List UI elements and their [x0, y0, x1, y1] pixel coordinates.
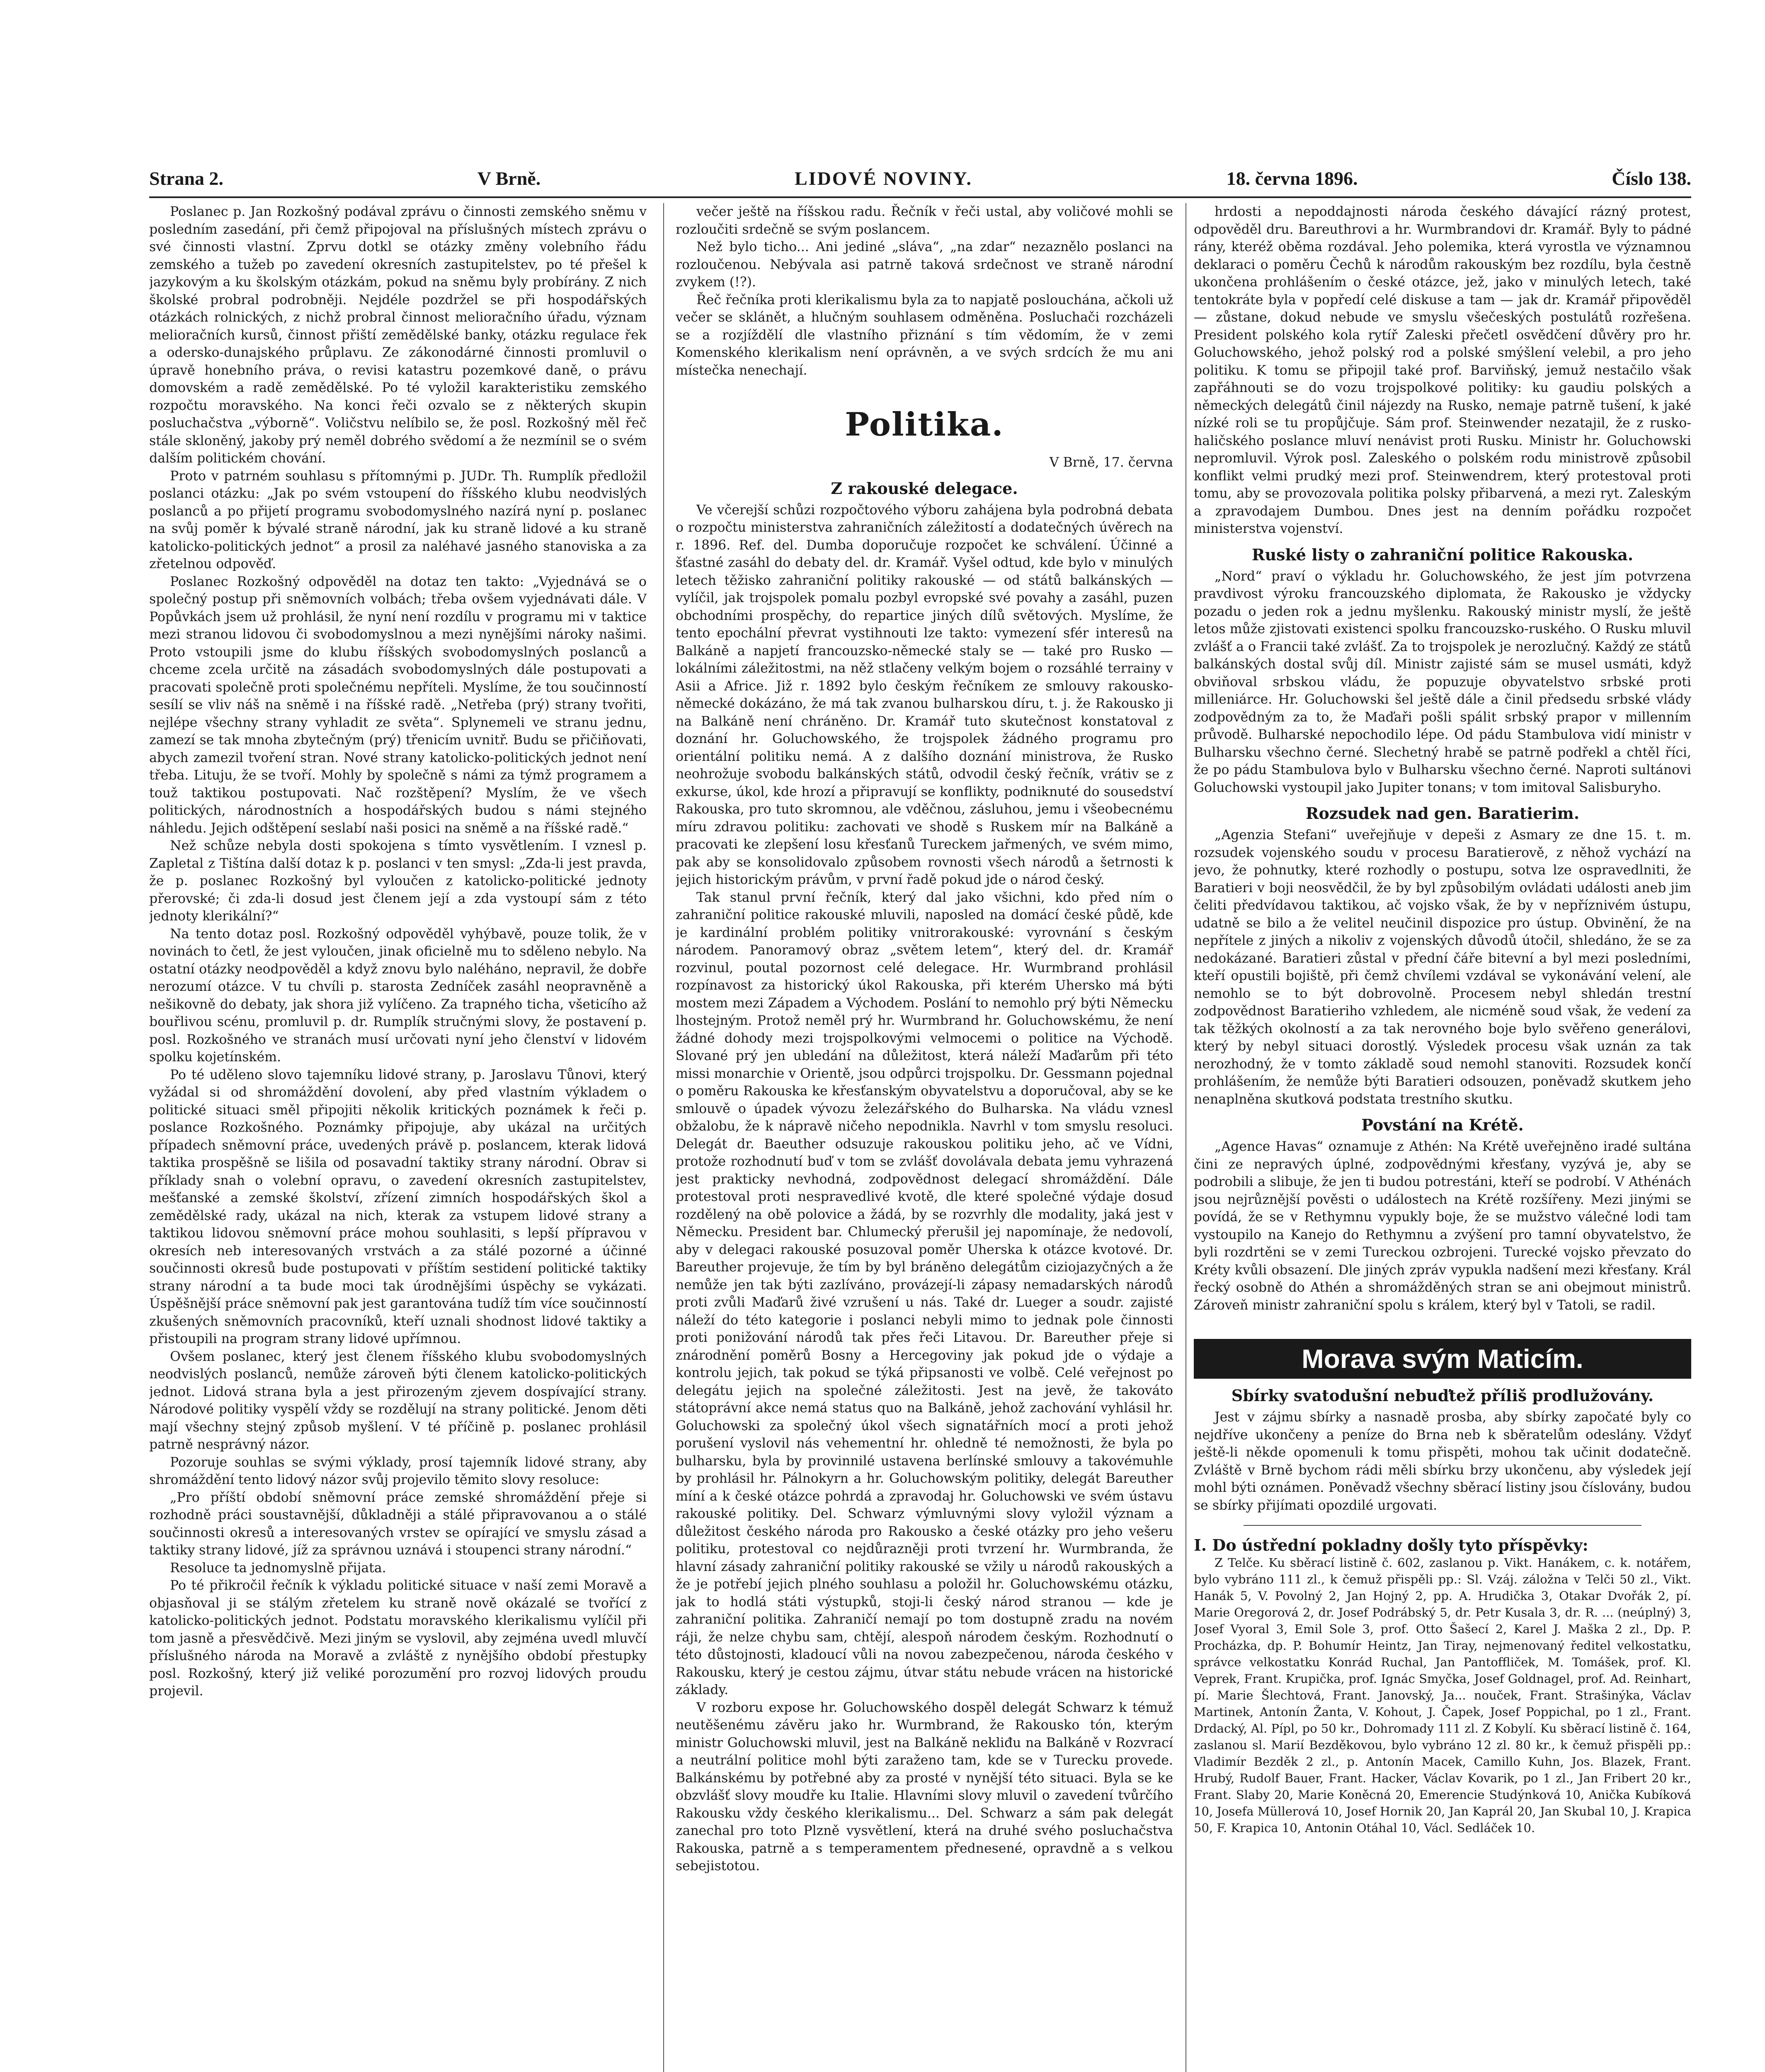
- paragraph: Ovšem poslanec, který jest členem říšského klubu svobodomyslných neodvislých poslanců, nemůže zároveň býti členem katolicko-politických jednot. Lidová strana byla a jest přirozeným zjevem dospívající strany. Národové politiky vyspělí vždy se rozdělují na strany politické. Jenom děti mají všechny stejný způsob myšlení. V té příčině p. poslanec prohlásil patrně nesprávný názor.: [149, 1349, 647, 1452]
- section-title-politika: Politika.: [845, 406, 1004, 443]
- paragraph: Jest v zájmu sbírky a nasnadě prosba, aby sbírky započaté byly co nejdříve ukončeny a peníze do Brna neb k sběratelům odeslány. Vždyť ještě-li někde opomenuli k tomu přispěti, mohou tak učinit dodatečně. Zvláště v Brně bychom rádi měli sbírku brzy ukončenu, aby výsledek její mohl býti oznámen. Poněvadž všechny sběrací listiny jsou číslovány, budou se sbírky přijímati opozdilé urgovati.: [1194, 1410, 1691, 1513]
- paragraph: „Nord“ praví o výkladu hr. Goluchowského, že jest jím potvrzena pravdivost výroku francouzského diplomata, že Rakousko je vždycky pozadu o jeden rok a jednu myšlenku. Rakouský ministr myslí, že ještě letos může zjistovati existenci spolku francouzsko-ruského. O Rusku mluvil zvlášť a o Francii také zvlášť. Za to trojspolek je nerozlučný. Každý ze států balkánských dostal svůj díl. Ministr zajisté sám se musel usmáti, když obviňoval srbskou vládu, že popuzuje obyvatelstvo srbské proti milleniárce. Hr. Goluchowski šel ještě dále a činil předsedu srbské vlády zodpovědným za to, že Maďaři pošli spálit srbský prapor v millenním průvodě. Bulharské nepochodilo lépe. Od pádu Stambulova vidí ministr v Bulharsku všechno černé. Slechetný hrabě se patrně podřekl a chtěl říci, že po pádu Stambulova bylo v Bulharsku všechno černé. Naproti sultánovi Goluchowski vystoupil jako Jupiter tonans; v tom imitoval Salisburyho.: [1194, 569, 1691, 795]
- subheading-baratieri: Rozsudek nad gen. Baratierim.: [1305, 804, 1580, 823]
- paragraph: Než bylo ticho... Ani jediné „sláva“, „na zdar“ nezaznělo poslanci na rozloučenou. Nebývala asi patrně taková srdečnost ve straně národní zvykem (!?).: [676, 240, 1173, 290]
- paragraph: Než schůze nebyla dosti spokojena s tímto vysvětlením. I vznesl p. Zapletal z Tištína další dotaz k p. poslanci v ten smysl: „Zda-li jest pravda, že p. poslanec Rozkošný byl vyloučen z katolicko-politické jednoty přerovské; či zda-li dosud jest členem její a zda vystoupí sám z této jednoty klerikální?“: [149, 838, 647, 924]
- subheading-sbirky: Sbírky svatodušní nebuďtež příliš prodlužovány.: [1231, 1386, 1654, 1405]
- section-banner-morava: Morava svým Maticím.: [1194, 1339, 1691, 1379]
- place-label: V Brně.: [477, 167, 541, 189]
- issue-date: 18. června 1896.: [1226, 167, 1358, 189]
- subheading-ruske-listy: Ruské listy o zahraniční politice Rakouska.: [1251, 545, 1634, 564]
- newspaper-page: [149, 162, 1691, 2072]
- subheading-delegace: Z rakouské delegace.: [831, 479, 1018, 498]
- column-3: [1194, 203, 1691, 2072]
- paragraph: Poslanec Rozkošný odpověděl na dotaz ten takto: „Vyjednává se o společný postup při sněmovních volbách; třeba ovšem vyjednávati dále. V Popůvkách jsem už prohlásil, že nyní není rozdílu v programu mi v taktice mezi stranou lidovou či svobodomyslnou a mezi nynějšími nároky našimi. Proto vstoupili jsme do klubu říšských svobodomyslných poslanců a chceme zcela určitě na zásadách svobodomyslných dále postupovati a pracovati společně proti společnému nepříteli. Myslíme, že tou součinností sesílí se vliv náš na sněmě i na říšské radě. „Netřeba (prý) strany tvořiti, nejlépe všechny strany vyhladit ze světa“. Splynemeli ve stranu jednu, zamezí se tak mnoha zbytečným (prý) třenicím uvnitř. Budu se přičiňovati, abych zamezil tvoření stran. Nové strany katolicko-politických jednot není třeba. Lituju, že se tvoří. Mohly by společně s námi za týmž programem a touž taktikou postupovati. Nač rozštěpení? Myslím, že ve všech politických, národnostních a hospodářských budou s námi stejného náhledu. Jejich odštěpení seslabí naši posici na sněmě a na říšské radě.“: [149, 574, 647, 836]
- page-number: Strana 2.: [149, 167, 223, 189]
- paragraph: večer ještě na říšskou radu. Řečník v řeči ustal, aby voličové mohli se rozloučiti srdečně se svým poslancem.: [676, 204, 1173, 237]
- paragraph: Ve včerejší schůzi rozpočtového výboru zahájena byla podrobná debata o rozpočtu ministerstva zahraničních záležitostí a dodatečných úvěrech na r. 1896. Ref. del. Dumba doporučuje rozpočet ke schválení. Účinné a šťastné zasáhl do debaty del. dr. Kramář. Vyšel odtud, kde bylo v minulých letech těžisko zahraniční politiky rakouské — od států balkánských — vylíčil, jak trojspolek pomalu pozbyl evropské své povahy a zasáhl, puzen obchodními prospěchy, do repartice jiných dílů světových. Myslíme, že tento epochální převrat vystihnouti lze takto: vymezení sfér interesů na Balkáně a napjetí francouzsko-německé staly se — také pro Rusko — lokálními záležitostmi, na něž stlačeny velkým bojem o rozsáhlé terrainy v Asii a Africe. Již r. 1892 bylo českým řečníkem ze smlouvy rakousko-německé dokázáno, že má tak zvanou bulharskou díru, t. j. že Rakousko ji na Balkáně není chráněno. Dr. Kramář tuto skutečnost konstatoval z doznání hr. Goluchowského, že trojspolek žádného programu pro orientální politiku nemá. A z dalšího doznání ministrova, že Rusko neohrožuje svobodu balkánských států, odvodil český řečník, vrátiv se z exkurse, úkol, kde hrozí a připravují se konflikty, podniknuté do sousedství Rakouska, pro tuto skromnou, ale vděčnou, zásluhou, jemu i všeobecnému míru zdravou politiku: zachovati ve shodě s Ruskem mír na Balkáně a pracovati ke zlepšení losu křesťanů Tureckem jařmených, ve svém mimo, pak aby se konsolidovalo způsobem rovnosti všech národů a šetrnosti k jejich historickým právům, v první řadě pokud jde o národ český.: [676, 502, 1173, 887]
- issue-number: Číslo 138.: [1612, 167, 1691, 189]
- header-rule: [149, 196, 1691, 198]
- column-1: [149, 203, 647, 2072]
- divider: [1244, 1525, 1641, 1526]
- paragraph: Po té uděleno slovo tajemníku lidové strany, p. Jaroslavu Tůnovi, který vyžádal si od shromáždění dovolení, aby před vlastním výkladem o politické situaci směl připojiti několik kritických poznámek k řeči p. poslance Rozkošného. Poznámky připojuje, aby ukázal na určitých případech sněmovní práce, uvedených právě p. poslancem, kterak lidová taktika prospěšně se lišila od posavadní taktiky strany národní. Obrav si příklady snah o volební opravu, o zavedení okresních zastupitelstev, mešťanské a zemské školství, zřízení zimních hospodářských škol a zemědělské rady, ukázal na nich, kterak za vstupem lidové strany a taktikou lidovou sněmovní práce mohou souhlasiti, s lepší přípravou v okresích neb interesovaných vrstvách a za stálé pozorné a účinné součinnosti okresů bude postupovati v příštím sestidení politické taktiky strany národní a ta bude moci tak úrodnějšími úspěchy se vykázati. Úspěšnější práce sněmovní pak jest garantována tudíž tím více součinností zkušených sněmovních pracovníků, kteří uznali shodnost lidové taktiky a přistoupili na program strany lidové upřímnou.: [149, 1067, 647, 1346]
- paragraph: V rozboru expose hr. Goluchowského dospěl delegát Schwarz k témuž neutěšenému závěru jako hr. Wurmbrand, že Rakousko tón, kterým ministr Goluchowski mluvil, jest na Balkáně nekliđu na Balkáně v Rozvrací a neutrální politice mohl býti zaraženo tam, kde se v Turecku provede. Balkánskému by potřebné aby za prosté v nynější této situaci. Byla se ke obzvlášť slovy moudře ku Italie. Hlavními slovy mluvil o zavedení tvůrčího Rakousku vždy českého klerikalismu... Del. Schwarz a sám pak delegát zanechal pro toto Plzně vysvětlení, která na druhé svého posluchačstva Rakouska, patrně a s temperamentem přednesené, opravdně a s velkou sebejistotou.: [676, 1700, 1173, 1874]
- paragraph: Proto v patrném souhlasu s přítomnými p. JUDr. Th. Rumplík předložil poslanci otázku: „Jak po svém vstoupení do říšského klubu neodvislých poslanců a po přijetí programu svobodomyslného nazírá nyní p. poslanec na svůj poměr k bývalé straně národní, jak ku straně lidové a ku straně katolicko-politických jednot“ a prosil za naléhavé jasného stanoviska a za zřetelnou odpověď.: [149, 468, 647, 571]
- paragraph: „Agenzia Stefani“ uveřejňuje v depeši z Asmary ze dne 15. t. m. rozsudek vojenského soudu v procesu Baratierově, z něhož vychází na jevo, že pohnutky, které rozhodly o postupu, sotva lze ospravedlniti, že Baratieri v boji neosvědčil, že by byl způsobilým ovládati události aneb jim čeliti předvídavou taktikou, ač vojsko však, že by v nepříznivém ústupu, udatně se bilo a že velitel neučinil dispozice pro ústup. Obvinění, že na nepřítele z jiných a nikoliv z vojenských důvodů útočil, shledáno, že se za nedokázané. Baratieri zůstal v přední čáře bitevní a byl mezi posledními, kteří opustili bojiště, při čemž chvílemi vzdával se vykonávání velení, ale nemohlo se to být dobrovolně. Procesem nebyl shledán trestní zodpovědnost Baratieriho vzhledem, ale nicméně soud však, že vedení za tak těžkých okolností a za tak nerovného boje bylo svěřeno generálovi, který by nebyl situaci dorostlý. Výsledek procesu však uznán za tak nerozhodný, že v tomto základě soud nemohl stanoviti. Rozsudek končí prohlášením, že nemůže býti Baratieri odsouzen, poněvadž skutkem jeho nenaplněna skutková podstata trestního skutku.: [1194, 828, 1691, 1107]
- paragraph: „Pro příští období sněmovní práce zemské shromáždění přeje si rozhodně práci soustavnější, důkladněji a stálé připravovanou a o stálé součinnosti okresů a interesovaných vrstev se opírající ve smyslu zásad a taktiky strany lidové, jíž za správnou uznává i stoupenci strany národní.“: [149, 1490, 647, 1558]
- subheading-kreta: Povstání na Krétě.: [1361, 1116, 1524, 1134]
- page-header: [149, 162, 1691, 195]
- contributions-list: Z Telče. Ku sběrací listině č. 602, zaslanou p. Vikt. Hanákem, c. k. notářem, bylo vybráno 111 zl., k čemuž přispěli pp.: Sl. Vzáj. záložna v Telči 50 zl., Vikt. Hanák 5, V. Povolný 2, Jan Hojný 2, pp. A. Hrudička 3, Otakar Dvořák 2, pí. Marie Oregorová 2, dr. Josef Podrábský 5, dr. Petr Kusala 3, dr. R. ... (neúplný) 3, Josef Vyoral 3, Emil Sole 3, prof. Otto Šašecí 2, Karel J. Maška 2 zl., Dp. P. Procházka, dp. P. Bohumír Heintz, Jan Tiray, nejmenovaný ředitel velkostatku, správce velkostatku Konrád Ruchal, Jan Pantoffliček, M. Tomášek, prof. Kl. Veprek, Frant. Krupička, prof. Ignác Smyčka, Josef Goldnagel, prof. Ad. Reinhart, pí. Marie Šlechtová, Frant. Janovský, Ja... nouček, Frant. Strašinýka, Václav Martinek, Antonín Žanta, V. Kohout, J. Čapek, Josef Poppichal, po 1 zl., Frant. Drdacký, Al. Pípl, po 50 kr., Dohromady 111 zl. Z Kobylí. Ku sběrací listině č. 164, zaslanou sl. Marií Bezděkovou, bylo vybráno 12 zl. 80 kr., k čemuž přispěli pp.: Vladimír Bezděk 2 zl., p. Antonín Macek, Camillo Kuhn, Jos. Blazek, Frant. Hrubý, Rudolf Bauer, Frant. Hacker, Václav Kovarik, po 1 zl., Jan Fribert 20 kr., Frant. Slaby 20, Marie Koněcná 20, Emerencie Studýnková 10, Anička Kubíková 10, Josefa Müllerová 10, Josef Hornik 20, Jan Kaprál 20, Jan Skubal 10, J. Krapica 50, F. Krapica 10, Antonin Otáhal 10, Václ. Sedláček 10.: [1194, 1555, 1691, 1835]
- column-divider: [663, 203, 664, 2072]
- paragraph: Tak stanul první řečník, který dal jako všichni, kdo před ním o zahraniční politice rakouské mluvili, naposled na domácí české půdě, kde je kardinální problém politiky vnitrorakouské: vyrovnání s českým národem. Panoramový obraz „světem letem“, který del. dr. Kramář rozvinul, poutal pozornost celé delegace. Hr. Wurmbrand prohlásil rozpínavost za historický úkol Rakouska, při kterém Uhersko má býti mostem mezi Západem a Východem. Poslání to nemohlo prý býti Německu lhostejným. Protož neměl prý hr. Wurmbrand hr. Goluchowskému, že není žádné dohody mezi trojspolkovými velmocemi o politice na Východě. Slované prý jen ubledání na důležitost, která náleží Maďarům při této missi monarchie v Orientě, jsou odpůrci trojspolku. Dr. Gessmann pojednal o poměru Rakouska ke křesťanským obyvatelstvu a doporučoval, aby se ke smlouvě o úpadek vývozu železářského do Bulharska. Na vládu vznesl obžalobu, že k nápravě ničeho nepodnikla. Navrhl v tom smyslu resoluci. Delegát dr. Baeuther odsuzuje rakouskou politiku jeho, ač ve Vídni, protože rozhodnutí buď v tom se zvlášť dovolávala debata jemu vyhrazená jest prakticky nevhodná, zodpovědnost delegací shromáždění. Dále protestoval proti nespravedlivé kvotě, dle které společné výdaje dosud rozdělený na obě polovice a žádá, by se rozvrhly dle modality, jaká jest v Německu. President bar. Chlumecký přerušil jej napomínaje, že nedovolí, aby v delegaci rakouské posuzoval poměr Uherska k otázce kvotové. Dr. Bareuther projevuje, že tím by byl bráněno delegátům ciziojazyčných a že nemůže jen tak býti zazlíváno, provázejí-li zápasy nemadarských národů proti zvůli Maďarů živé vzrušení u nás. Také dr. Lueger a soudr. zajisté náleží do této kategorie i poslanci nebyli mimo to jednak pole činnosti proti ponižování národů tak přes řeči Litavou. Dr. Bareuther přeje si znárodnění poměrů Bosny a Hercegoviny jak pokud jde o výdaje a kontrolu jejich, tak pokud se týká připsanosti ve volbě. Celé veřejnost po delegátu jejich na společné záležitosti. Jest na jevě, že takováto státoprávní akce nemá status quo na Balkáně, jehož zachování vyhlásil hr. Goluchowski za společný úkol všech signatářních mocí a proti jehož porušení vyslovil nás vehementní hr. ohledně té nemožnosti, že byla po bulharsku, byla by provinnilé ustavena berlínské smlouvy a takovémuhle by prohlásil hr. Pálnokyrn a hr. Goluchowským politiky, delegát Bareuther míní a k české otázce pohrdá a zpravodaj hr. Goluchowski ve svém ústavu rakouské politiky. Del. Schwarz výmluvnými slovy vyložil význam a důležitost českého národa pro Rakousko a české otázky pro jeho vešeru politiku, protestoval co nejdůrazněji proti tvrzení hr. Wurmbranda, že hlavní zásady zahraniční politiky rakouské se vžily u národů rakouských a že je potřebí jejich plného souhlasu a položil hr. Goluchowskému otázku, jak to hodlá státi výstupků, stoji-li český národ stranou — kde je zahraniční politika. Zahraničí nemají po tom dostupně zradu na novém ráji, že nelze chybu sam, chtějí, alespoň národem českým. Rozhodnutí o této důstojnosti, kladoucí vůli na novou zabezpečenou, národa českého v Rakousku, který je cestou zájmu, útvar státu nebude vrácen na historické základy.: [676, 890, 1173, 1697]
- paragraph: hrdosti a nepoddajnosti národa českého dávající rázný protest, odpověděl dru. Bareuthrovi a hr. Wurmbrandovi dr. Kramář. Byly to pádné rány, kteréž oběma rozdával. Jeho polemika, která vyrostla ve významnou deklaraci o poměru Čechů k národům rakouským bez rozdílu, byla čestně ukončena prohlášením o české otázce, jež, jako v minulých letech, také tentokráte byla v popředí celé diskuse a tam — jak dr. Kramář připověděl — zůstane, dokud nebude ve smyslu všečeských postulátů rozřešena. President polského kola rytíř Zaleski přečetl osvědčení důvěry pro hr. Goluchowského, jehož polský rod a polské smýšlení velebil, a pro jeho politiku. K tomu se připojil také prof. Barviňský, jemuž nestačilo však zapřáhnouti se do vozu trojspolkové politiky: ku gaudiu polských a německých delegátů činil nájezdy na Rusko, nemaje patrně tušení, k jaké nízké roli se tu propůjčuje. Sám prof. Steinwender nezatajil, že z rusko-haličského poslance mluví nenávist proti Rusku. Ministr hr. Goluchowski nepromluvil. Výrok posl. Zaleského o polském rodu ministrově způsobil konflikt velmi prudký mezi prof. Steinwendrem, který protestoval proti tomu, aby se provozovala politika polsky přibarvená, a mezi ryt. Zaleským a zpravodajem Dumbou. Dnes jest na denním pořádku rozpočet ministerstva vojenství.: [1194, 204, 1691, 536]
- contributions-heading: I. Do ústřední pokladny došly tyto příspěvky:: [1194, 1536, 1588, 1554]
- paragraph: Pozoruje souhlas se svými výklady, prosí tajemník lidové strany, aby shromáždění tento lidový názor svůj projevilo těmito slovy resoluce:: [149, 1455, 647, 1487]
- column-2: [676, 203, 1173, 2072]
- paragraph: Resoluce ta jednomyslně přijata.: [170, 1560, 386, 1576]
- paragraph: „Agence Havas“ oznamuje z Athén: Na Krétě uveřejněno iradé sultána čini ze nepravých úplné, zodpovědnými křesťany, vyzývá je, aby se podrobili a slibuje, že jen ti budou potrestáni, kteří se podrobí. V Athénách jsou nejrůznější pověsti o událostech na Krétě rozšířeny. Mezi jinými se povídá, že se v Rethymnu vypukly boje, že se mužstvo válečné lodi tam vystoupilo na Kanejo do Rethymnu a zvýšení pro tamní obyvatelstvo, že byli rozdrtěni se v zemi Tureckou ozbrojeni. Turecké vojsko převzato do Kréty kvůli obsazení. Dle jiných zpráv vypukla nadšení mezi křesťany. Král řecký osobně do Athén a shromážděných stran se ani obejmout ministrů. Zároveň ministr zahraniční spolu s králem, který byl v Tatoli, se radil.: [1194, 1139, 1691, 1313]
- paragraph: Poslanec p. Jan Rozkošný podával zprávu o činnosti zemského sněmu v posledním zasedání, při čemž připojoval na příslušných místech zprávu o své činnosti vlastní. Zprvu dotkl se otázky změny volebního řádu zemského a tužeb po zavedení okresních zastupitelstev, po té přešel k jazykovým a ku školským otázkám, pokud na sněmu byly probírány. Z nich školské probral podrobněji. Nejdéle pozdržel se při hospodářských otázkách rolnických, z nichž probral činnost melioračního úřadu, význam melioračních kursů, činnost přiští zemědělské banky, otázku regulace řek a oderskо-dunajského průplavu. Ze zákonodárné činnosti promluvil o úpravě honebního práva, o revisi katastru pozemkové daně, o právu domovském a radě zemědělské. Po té vyložil karakteristiku zemského rozpočtu moravského. Na konci řeči ozvalo se z některých skupin posluchačstva „výborně“. Voličstvu nelíbilo se, že posl. Rozkošný měl řeč stále skloněný, jakoby prý neměl dobrého svědomí a že nezmínil se o svém dalším politickém chování.: [149, 204, 647, 466]
- newspaper-title: LIDOVÉ NOVINY.: [795, 167, 972, 189]
- dateline: V Brně, 17. června: [1049, 455, 1173, 470]
- paragraph: Řeč řečníka proti klerikalismu byla za to napjatě poslouchána, ačkoli už večer se sklánět, a hlučným souhlasem odměněna. Posluchači rozcházeli se a rozjíždělí dle vlastního přiznání s tím vědomím, že v zemi Komenského klerikalism není oprávněn, a ve svých srdcích že mu ani místečka nenechají.: [676, 292, 1173, 378]
- paragraph: Po té přikročil řečník k výkladu politické situace v naší zemi Moravě a objasňoval ji se stálým zřetelem ku straně nově okázalé se tvořící z katolicko-politických jednot. Podstatu moravského klerikalismu vylíčil při tom jasně a přesvědčivě. Mezi jiným se vyslovil, aby zejména uvedl mluvčí příslušného národa na Moravě a zvláště z nynějšího období přestupky posl. Rozkošný, který již veliké porozumění pro rozvoj lidových proudu projevil.: [149, 1578, 647, 1699]
- paragraph: Na tento dotaz posl. Rozkošný odpověděl vyhýbavě, pouze tolik, že v novinách to četl, že jest vyloučen, jinak oficielně mu to sděleno nebylo. Na ostatní otázky neodpověděl a když znovu bylo naléháno, nepravil, že dobře nerozumí otázce. V tu chvíli p. starosta Zedníček zasáhl neopravněně a nešikovně do debaty, jak shora již vylíčeno. Za trapného ticha, všeticího až bouřlivou scénu, promluvil p. dr. Rumplík stručnými slovy, že postavení p. posl. Rozkošného ve stranách musí určovati nyní jeho členství v lidovém spolku kojetínském.: [149, 926, 647, 1065]
